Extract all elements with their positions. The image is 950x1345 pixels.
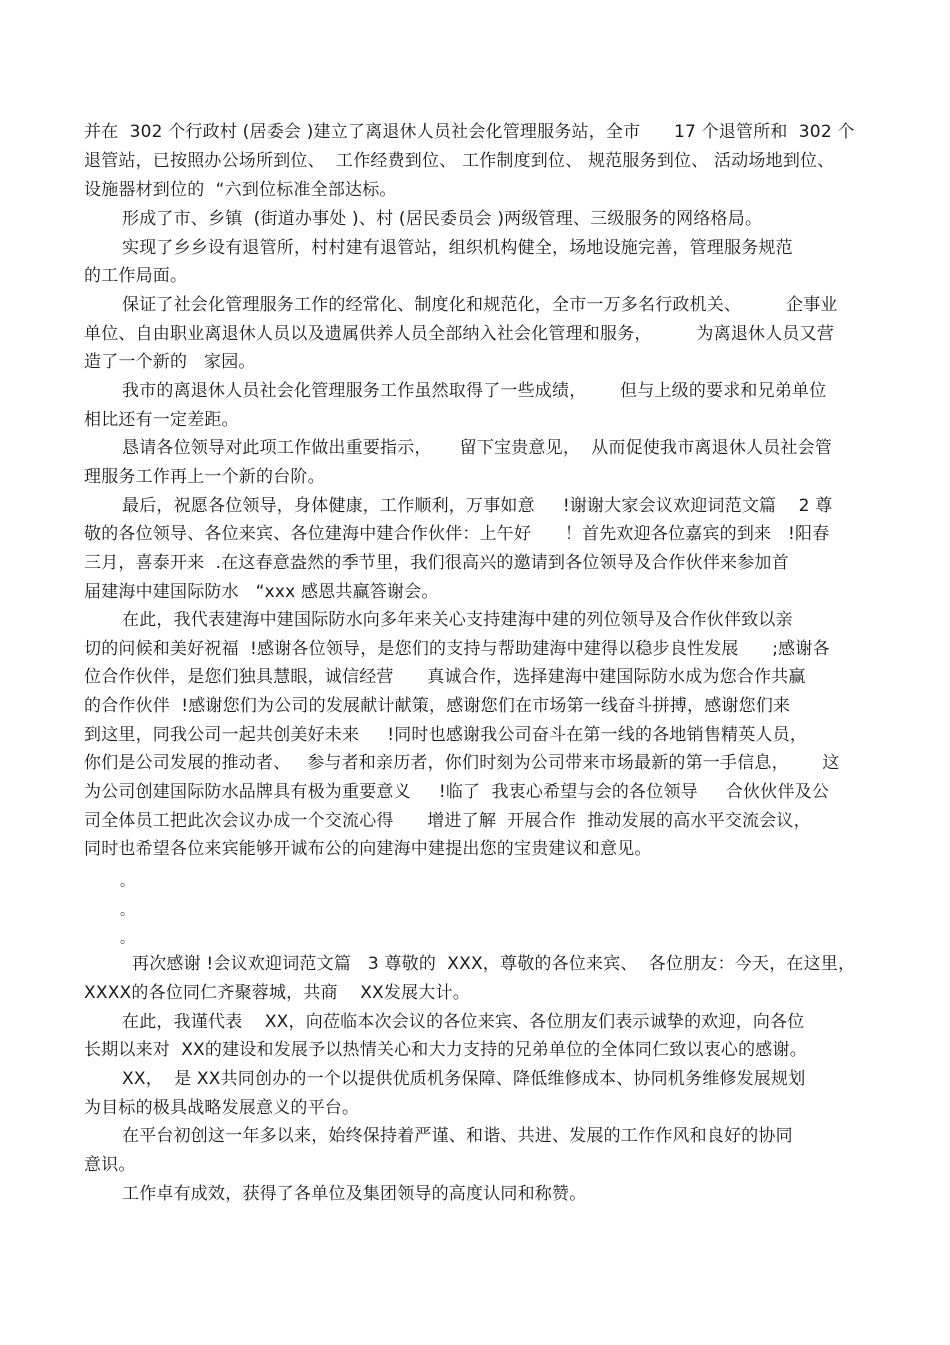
text-line: 长期以来对 XX的建设和发展予以热情关心和大力支持的兄弟单位的全体同仁致以衷心的感谢。 bbox=[84, 1040, 807, 1060]
text-line: 司全体员工把此次会议办成一个交流心得 增进了解 开展合作 推动发展的高水平交流会议， bbox=[84, 811, 811, 831]
text-line: 在此，我代表建海中建国际防水向多年来关心支持建海中建的列位领导及合作伙伴致以亲 bbox=[122, 610, 793, 630]
empty-mark: 。 bbox=[120, 931, 135, 947]
text-line: 为目标的极具战略发展意义的平台。 bbox=[84, 1098, 360, 1118]
text-line: 退管站，已按照办公场所到位、 工作经费到位、 工作制度到位、 规范服务到位、 活动场地到位、 bbox=[84, 151, 835, 171]
text-line: XX， 是 XX共同创办的一个以提供优质机务保障、降低维修成本、协同机务维修发展规划 bbox=[122, 1069, 806, 1089]
text-line: 工作卓有成效，获得了各单位及集团领导的高度认同和称赞。 bbox=[122, 1184, 587, 1204]
text-line: 形成了市、乡镇 (街道办事处 )、村 (居民委员会 )两级管理、三级服务的网络格局。 bbox=[122, 209, 763, 229]
text-line: 届建海中建国际防水 “xxx 感恩共赢答谢会。 bbox=[84, 582, 439, 602]
text-line: 造了一个新的 家园。 bbox=[84, 352, 256, 372]
text-line: 三月，喜泰开来 .在这春意盎然的季节里，我们很高兴的邀请到各位领导及合作伙伴来参加首 bbox=[84, 553, 789, 573]
text-line: 最后，祝愿各位领导，身体健康，工作顺利，万事如意 !谢谢大家会议欢迎词范文篇 2 尊 bbox=[122, 496, 833, 516]
text-line: 再次感谢 !会议欢迎词范文篇 3 尊敬的 XXX，尊敬的各位来宾、 各位朋友：今天，在这里， bbox=[132, 954, 856, 974]
text-line: 意识。 bbox=[84, 1155, 136, 1175]
text-line: XXXX的各位同仁齐聚蓉城，共商 XX发展大计。 bbox=[84, 983, 470, 1003]
text-line: 单位、自由职业离退休人员以及遗属供养人员全部纳入社会化管理和服务， 为离退休人员又营 bbox=[84, 324, 835, 344]
empty-mark: 。 bbox=[120, 874, 135, 890]
text-line: 切的问候和美好祝福 !感谢各位领导，是您们的支持与帮助建海中建得以稳步良性发展 ;感谢各 bbox=[84, 639, 830, 659]
text-line: 在此，我谨代表 XX，向莅临本次会议的各位来宾、各位朋友们表示诚挚的欢迎，向各位 bbox=[122, 1012, 805, 1032]
text-line: 设施器材到位的 “六到位标准全部达标。 bbox=[84, 180, 397, 200]
text-line: 到这里，同我公司一起共创美好未来 !同时也感谢我公司奋斗在第一线的各地销售精英人员， bbox=[84, 725, 808, 745]
text-line: 敬的各位领导、各位来宾、各位建海中建合作伙伴：上午好 ！首先欢迎各位嘉宾的到来 !阳春 bbox=[84, 524, 830, 544]
text-line: 在平台初创这一年多以来，始终保持着严谨、和谐、共进、发展的工作作风和良好的协同 bbox=[122, 1126, 793, 1146]
text-line: 保证了社会化管理服务工作的经常化、制度化和规范化，全市一万多名行政机关、 企事业 bbox=[122, 295, 838, 315]
text-line: 你们是公司发展的推动者、 参与者和亲历者，你们时刻为公司带来市场最新的第一手信息， 这 bbox=[84, 753, 840, 773]
text-line: 理服务工作再上一个新的台阶。 bbox=[84, 467, 325, 487]
text-line: 同时也希望各位来宾能够开诚布公的向建海中建提出您的宝贵建议和意见。 bbox=[84, 839, 652, 859]
empty-mark: 。 bbox=[120, 903, 135, 919]
text-line: 位合作伙伴，是您们独具慧眼，诚信经营 真诚合作，选择建海中建国际防水成为您合作共赢 bbox=[84, 667, 806, 687]
text-line: 我市的离退休人员社会化管理服务工作虽然取得了一些成绩， 但与上级的要求和兄弟单位 bbox=[122, 381, 827, 401]
text-line: 为公司创建国际防水品牌具有极为重要意义 !临了 我衷心希望与会的各位领导 合伙伙伴及公 bbox=[84, 782, 830, 802]
text-line: 的工作局面。 bbox=[84, 266, 188, 286]
text-line: 恳请各位领导对此项工作做出重要指示， 留下宝贵意见， 从而促使我市离退休人员社会管 bbox=[122, 438, 833, 458]
text-line: 并在 302 个行政村 (居委会 )建立了离退休人员社会化管理服务站，全市 17 个退管所和 302 个 bbox=[84, 122, 855, 142]
text-line: 相比还有一定差距。 bbox=[84, 410, 239, 430]
text-line: 的合作伙伴 !感谢您们为公司的发展献计献策，感谢您们在市场第一线奋斗拼搏，感谢您们来 bbox=[84, 696, 791, 716]
text-line: 实现了乡乡设有退管所，村村建有退管站，组织机构健全，场地设施完善，管理服务规范 bbox=[122, 238, 793, 258]
